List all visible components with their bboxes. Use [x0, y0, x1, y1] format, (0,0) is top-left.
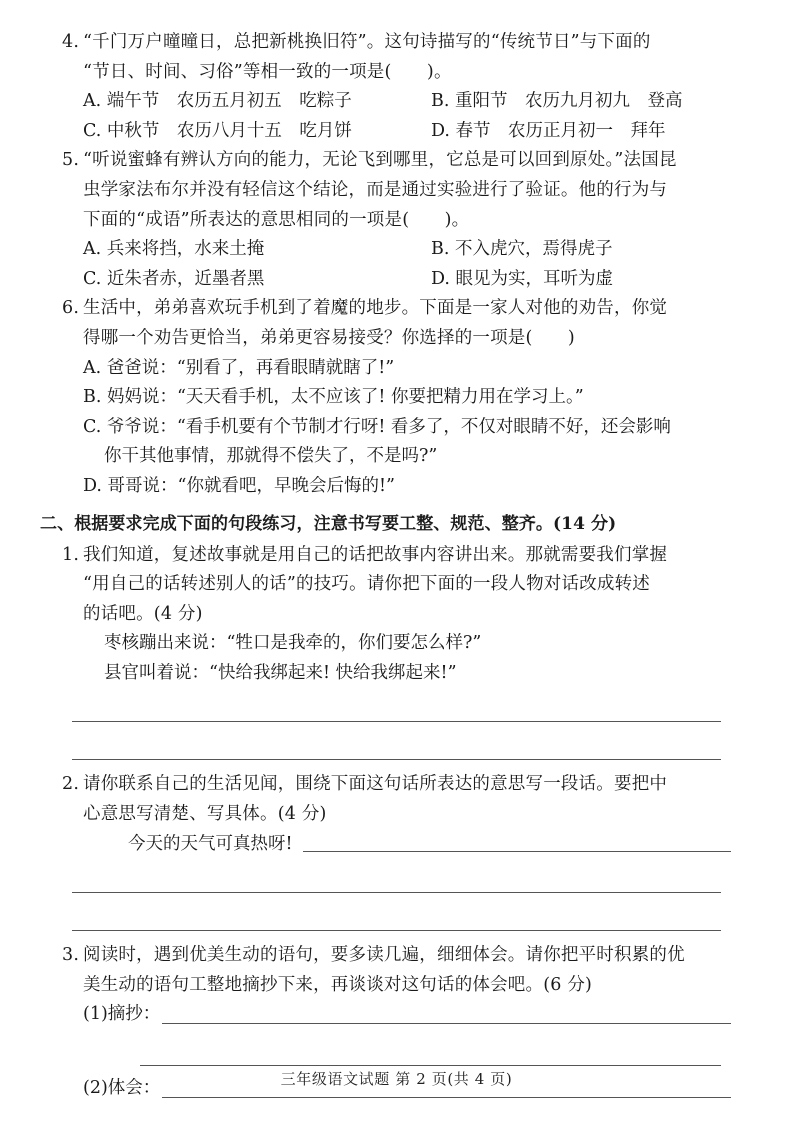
question-4: [62, 28, 731, 87]
answer-line-3-c[interactable]: [162, 1097, 731, 1098]
section-2-item-1-stem: [83, 541, 731, 630]
section-2-item-3-line-2: 美生动的语句工整地摘抄下来，再谈谈对这句话的体会吧。(6 分): [83, 974, 593, 995]
section-2-item-3-stem: [83, 941, 731, 1000]
section-2-heading-text: 二、根据要求完成下面的句段练习，注意书写要工整、规范、整齐。: [40, 513, 553, 534]
answer-line-1-b[interactable]: [72, 759, 721, 760]
answer-line-3-b[interactable]: [140, 1065, 721, 1066]
question-6-stem-line-1: 生活中，弟弟喜欢玩手机到了着魔的地步。下面是一家人对他的劝告，你觉: [83, 298, 668, 319]
section-2-item-2-number: 2.: [62, 774, 80, 795]
section-2-heading: [40, 509, 731, 539]
question-5-number: 5.: [62, 150, 80, 171]
question-4-stem-line-1: “千门万户曈曈日，总把新桃换旧符”。这句诗描写的“传统节日”与下面的: [83, 32, 651, 52]
question-4-option-c[interactable]: C. 中秋节 农历八月十五 吃月饼: [83, 120, 352, 141]
answer-line-3-a[interactable]: [162, 1023, 731, 1024]
section-2-item-1-dialogue-2: 县官叫着说：“快给我绑起来! 快给我绑起来!”: [104, 662, 457, 683]
answer-line-2-b[interactable]: [72, 892, 721, 893]
question-6-option-b[interactable]: [83, 383, 731, 413]
question-4-option-d[interactable]: D. 春节 农历正月初一 拜年: [431, 120, 666, 141]
question-6-option-b-label: B. 妈妈说：“天天看手机，太不应该了! 你要把精力用在学习上。”: [83, 387, 584, 408]
section-2-item-3-sub-1-label: (1)摘抄：: [83, 1004, 161, 1025]
section-2-item-1-dialogue-1: 枣核蹦出来说：“牲口是我牵的，你们要怎么样?”: [104, 633, 482, 654]
question-6-number: 6.: [62, 298, 80, 319]
section-2-item-2-line-1: 请你联系自己的生活见闻，围绕下面这句话所表达的意思写一段话。要把中: [83, 774, 668, 795]
question-5-stem-line-3: 下面的“成语”所表达的意思相同的一项是( )。: [83, 209, 470, 230]
answer-line-1-a[interactable]: [72, 721, 721, 722]
question-5-option-d[interactable]: D. 眼见为实，耳听为虚: [431, 268, 614, 289]
section-2-item-1: [62, 541, 731, 630]
question-4-option-row-2: [83, 117, 731, 147]
section-2-item-2-quote-row: [104, 830, 731, 860]
section-2-item-3-number: 3.: [62, 945, 80, 966]
question-6-option-d-label: D. 哥哥说：“你就看吧，早晚会后悔的!”: [83, 475, 395, 496]
section-2-item-2: [62, 770, 731, 829]
question-5-option-a[interactable]: A. 兵来将挡，水来土掩: [83, 239, 265, 260]
question-4-option-a[interactable]: A. 端午节 农历五月初五 吃粽子: [83, 91, 352, 112]
question-6-option-a-label: A. 爸爸说：“别看了，再看眼睛就瞎了!”: [83, 357, 395, 378]
question-5-option-row-1: [83, 235, 731, 265]
section-2-score: (14 分): [553, 513, 617, 534]
question-4-stem-line-2: “节日、时间、习俗”等相一致的一项是( )。: [83, 61, 452, 82]
section-2-item-3-line-1: 阅读时，遇到优美生动的语句，要多读几遍，细细体会。请你把平时积累的优: [83, 945, 685, 966]
question-6-option-c-label: C. 爷爷说：“看手机要有个节制才行呀! 看多了，不仅对眼睛不好，还会影响: [83, 416, 671, 437]
section-2-item-1-line-2: “用自己的话转述别人的话”的技巧。请你把下面的一段人物对话改成转述: [83, 574, 650, 595]
question-5-option-c[interactable]: C. 近朱者赤，近墨者黑: [83, 268, 265, 289]
question-5-stem-line-2: 虫学家法布尔并没有轻信这个结论，而是通过实验进行了验证。他的行为与: [83, 179, 668, 200]
question-5: [62, 146, 731, 235]
question-6-option-a[interactable]: [83, 354, 731, 384]
question-4-option-row-1: [83, 87, 731, 117]
answer-line-2-c[interactable]: [72, 930, 721, 931]
question-6-option-d[interactable]: [83, 472, 731, 502]
question-6-stem: [83, 294, 731, 353]
question-5-option-b[interactable]: B. 不入虎穴，焉得虎子: [431, 239, 613, 260]
section-2-item-2-quote: 今天的天气可真热呀!: [128, 833, 293, 854]
question-5-stem: [83, 146, 731, 235]
section-2-item-1-number: 1.: [62, 544, 80, 565]
section-2-item-3-sub-2-label: (2)体会：: [83, 1078, 161, 1099]
section-2-item-3-sub-1-row: [83, 1000, 731, 1030]
question-4-option-b[interactable]: B. 重阳节 农历九月初九 登高: [431, 91, 683, 112]
question-6: [62, 294, 731, 353]
section-2-item-1-line-1: 我们知道，复述故事就是用自己的话把故事内容讲出来。那就需要我们掌握: [83, 544, 668, 565]
question-5-option-row-2: [83, 265, 731, 295]
question-6-stem-line-2: 得哪一个劝告更恰当，弟弟更容易接受？你选择的一项是( ): [83, 327, 575, 348]
question-5-stem-line-1: “听说蜜蜂有辨认方向的能力，无论飞到哪里，它总是可以回到原处。”法国昆: [83, 150, 677, 171]
question-6-option-c-continued: 你干其他事情，那就得不偿失了，不是吗?”: [104, 446, 438, 467]
section-2-item-1-line-3: 的话吧。(4 分): [83, 603, 203, 624]
answer-line-2-a[interactable]: [303, 851, 731, 852]
question-4-number: 4.: [62, 32, 80, 52]
section-2-item-2-stem: [83, 770, 731, 829]
question-4-stem: [83, 28, 731, 87]
page-footer: 三年级语文试题 第 2 页(共 4 页): [280, 1070, 513, 1088]
section-2-item-2-line-2: 心意思写清楚、写具体。(4 分): [83, 804, 327, 825]
question-6-option-c[interactable]: [83, 413, 731, 443]
section-2-item-3: [62, 941, 731, 1000]
